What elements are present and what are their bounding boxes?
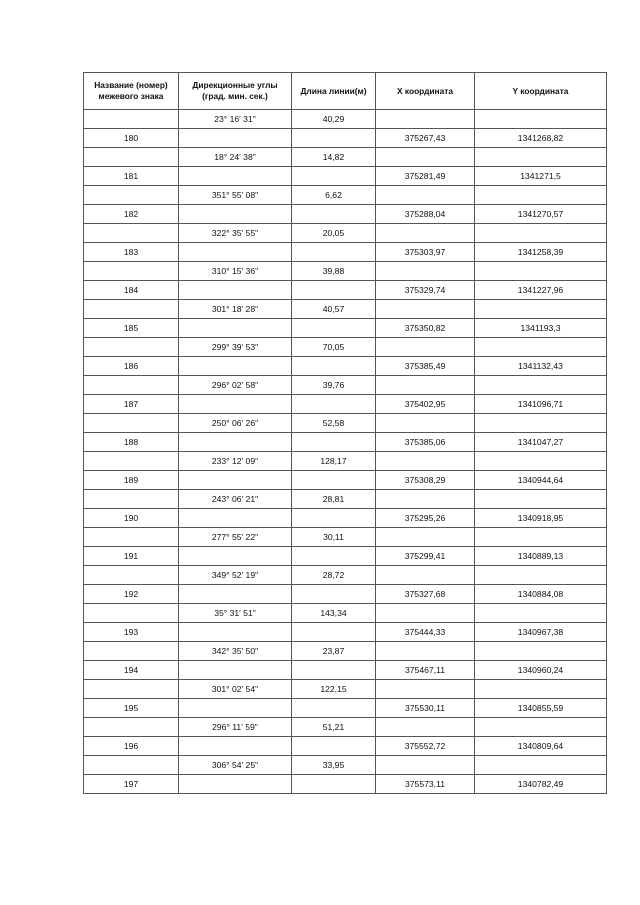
point-angle-cell <box>179 395 292 414</box>
point-angle-cell <box>179 509 292 528</box>
y-coordinate-cell: 1340889,13 <box>475 547 607 566</box>
y-coordinate-cell: 1340782,49 <box>475 775 607 794</box>
point-row <box>84 319 607 338</box>
point-length-cell <box>292 281 376 300</box>
mark-name-cell: 181 <box>84 167 179 186</box>
header-mark-name-line1: Название (номер) <box>94 80 168 90</box>
y-coordinate-cell: 1341096,71 <box>475 395 607 414</box>
line-length-cell: 39,76 <box>292 376 376 395</box>
segment-x-cell <box>376 490 475 509</box>
segment-row <box>84 262 607 281</box>
point-angle-cell <box>179 433 292 452</box>
direction-angle-cell: 296° 11' 59" <box>179 718 292 737</box>
direction-angle-cell: 322° 35' 55" <box>179 224 292 243</box>
x-coordinate-cell: 375385,49 <box>376 357 475 376</box>
line-length-cell: 30,11 <box>292 528 376 547</box>
line-length-cell: 40,29 <box>292 110 376 129</box>
segment-row <box>84 604 607 623</box>
segment-y-cell <box>475 186 607 205</box>
x-coordinate-cell: 375267,43 <box>376 129 475 148</box>
segment-name-cell <box>84 224 179 243</box>
mark-name-cell: 187 <box>84 395 179 414</box>
line-length-cell: 20,05 <box>292 224 376 243</box>
x-coordinate-cell: 375329,74 <box>376 281 475 300</box>
mark-name-cell: 185 <box>84 319 179 338</box>
x-coordinate-cell: 375295,26 <box>376 509 475 528</box>
segment-x-cell <box>376 718 475 737</box>
segment-name-cell <box>84 718 179 737</box>
segment-x-cell <box>376 756 475 775</box>
direction-angle-cell: 349° 52' 19" <box>179 566 292 585</box>
segment-y-cell <box>475 338 607 357</box>
segment-name-cell <box>84 756 179 775</box>
x-coordinate-cell: 375281,49 <box>376 167 475 186</box>
segment-y-cell <box>475 566 607 585</box>
point-angle-cell <box>179 243 292 262</box>
point-length-cell <box>292 699 376 718</box>
table-body <box>84 110 607 794</box>
point-row <box>84 281 607 300</box>
point-length-cell <box>292 205 376 224</box>
mark-name-cell: 189 <box>84 471 179 490</box>
boundary-coordinates-table <box>83 72 607 794</box>
y-coordinate-cell: 1340918,95 <box>475 509 607 528</box>
point-angle-cell <box>179 547 292 566</box>
table-header <box>84 73 607 110</box>
direction-angle-cell: 296° 02' 58" <box>179 376 292 395</box>
line-length-cell: 143,34 <box>292 604 376 623</box>
segment-y-cell <box>475 680 607 699</box>
segment-row <box>84 642 607 661</box>
header-row <box>84 73 607 110</box>
segment-name-cell <box>84 186 179 205</box>
line-length-cell: 122,15 <box>292 680 376 699</box>
mark-name-cell: 184 <box>84 281 179 300</box>
mark-name-cell: 190 <box>84 509 179 528</box>
point-row <box>84 205 607 224</box>
segment-x-cell <box>376 604 475 623</box>
x-coordinate-cell: 375299,41 <box>376 547 475 566</box>
header-angle-line2: (град. мин. сек.) <box>202 91 268 101</box>
segment-name-cell <box>84 490 179 509</box>
y-coordinate-cell: 1341193,3 <box>475 319 607 338</box>
segment-x-cell <box>376 452 475 471</box>
segment-y-cell <box>475 642 607 661</box>
line-length-cell: 23,87 <box>292 642 376 661</box>
segment-name-cell <box>84 642 179 661</box>
mark-name-cell: 186 <box>84 357 179 376</box>
point-length-cell <box>292 737 376 756</box>
point-length-cell <box>292 433 376 452</box>
point-row <box>84 357 607 376</box>
line-length-cell: 51,21 <box>292 718 376 737</box>
segment-name-cell <box>84 414 179 433</box>
header-line-length: Длина линии(м) <box>292 73 376 110</box>
direction-angle-cell: 342° 35' 50" <box>179 642 292 661</box>
segment-row <box>84 756 607 775</box>
direction-angle-cell: 299° 39' 53" <box>179 338 292 357</box>
segment-row <box>84 566 607 585</box>
point-length-cell <box>292 319 376 338</box>
point-length-cell <box>292 243 376 262</box>
mark-name-cell: 194 <box>84 661 179 680</box>
x-coordinate-cell: 375385,06 <box>376 433 475 452</box>
point-angle-cell <box>179 471 292 490</box>
point-row <box>84 433 607 452</box>
mark-name-cell: 183 <box>84 243 179 262</box>
direction-angle-cell: 301° 18' 28" <box>179 300 292 319</box>
segment-row <box>84 528 607 547</box>
y-coordinate-cell: 1341047,27 <box>475 433 607 452</box>
segment-y-cell <box>475 528 607 547</box>
segment-name-cell <box>84 300 179 319</box>
mark-name-cell: 180 <box>84 129 179 148</box>
direction-angle-cell: 351° 55' 08" <box>179 186 292 205</box>
point-row <box>84 737 607 756</box>
point-length-cell <box>292 623 376 642</box>
point-length-cell <box>292 471 376 490</box>
point-row <box>84 243 607 262</box>
segment-x-cell <box>376 642 475 661</box>
segment-row <box>84 186 607 205</box>
mark-name-cell: 195 <box>84 699 179 718</box>
segment-row <box>84 376 607 395</box>
y-coordinate-cell: 1340855,59 <box>475 699 607 718</box>
direction-angle-cell: 18° 24' 38" <box>179 148 292 167</box>
x-coordinate-cell: 375573,11 <box>376 775 475 794</box>
header-direction-angle <box>179 73 292 110</box>
mark-name-cell: 192 <box>84 585 179 604</box>
segment-name-cell <box>84 148 179 167</box>
segment-name-cell <box>84 680 179 699</box>
y-coordinate-cell: 1341268,82 <box>475 129 607 148</box>
point-angle-cell <box>179 699 292 718</box>
segment-row <box>84 110 607 129</box>
segment-x-cell <box>376 110 475 129</box>
mark-name-cell: 188 <box>84 433 179 452</box>
point-angle-cell <box>179 319 292 338</box>
y-coordinate-cell: 1341132,43 <box>475 357 607 376</box>
segment-row <box>84 300 607 319</box>
point-length-cell <box>292 395 376 414</box>
segment-row <box>84 490 607 509</box>
y-coordinate-cell: 1341258,39 <box>475 243 607 262</box>
mark-name-cell: 182 <box>84 205 179 224</box>
point-row <box>84 395 607 414</box>
x-coordinate-cell: 375327,68 <box>376 585 475 604</box>
mark-name-cell: 197 <box>84 775 179 794</box>
segment-x-cell <box>376 376 475 395</box>
header-mark-name <box>84 73 179 110</box>
mark-name-cell: 196 <box>84 737 179 756</box>
line-length-cell: 14,82 <box>292 148 376 167</box>
mark-name-cell: 193 <box>84 623 179 642</box>
segment-name-cell <box>84 604 179 623</box>
segment-name-cell <box>84 262 179 281</box>
point-row <box>84 661 607 680</box>
segment-y-cell <box>475 224 607 243</box>
point-length-cell <box>292 509 376 528</box>
point-angle-cell <box>179 357 292 376</box>
y-coordinate-cell: 1341227,96 <box>475 281 607 300</box>
header-y-coordinate: Y координата <box>475 73 607 110</box>
direction-angle-cell: 277° 55' 22" <box>179 528 292 547</box>
y-coordinate-cell: 1341271,5 <box>475 167 607 186</box>
y-coordinate-cell: 1340967,38 <box>475 623 607 642</box>
y-coordinate-cell: 1340944,64 <box>475 471 607 490</box>
y-coordinate-cell: 1340960,24 <box>475 661 607 680</box>
point-length-cell <box>292 661 376 680</box>
x-coordinate-cell: 375530,11 <box>376 699 475 718</box>
point-row <box>84 167 607 186</box>
header-angle-line1: Дирекционные углы <box>192 80 278 90</box>
segment-name-cell <box>84 566 179 585</box>
segment-y-cell <box>475 756 607 775</box>
x-coordinate-cell: 375402,95 <box>376 395 475 414</box>
segment-y-cell <box>475 490 607 509</box>
point-angle-cell <box>179 205 292 224</box>
segment-y-cell <box>475 262 607 281</box>
segment-y-cell <box>475 300 607 319</box>
segment-y-cell <box>475 376 607 395</box>
direction-angle-cell: 233° 12' 09" <box>179 452 292 471</box>
direction-angle-cell: 306° 54' 25" <box>179 756 292 775</box>
segment-row <box>84 224 607 243</box>
y-coordinate-cell: 1341270,57 <box>475 205 607 224</box>
segment-x-cell <box>376 186 475 205</box>
segment-x-cell <box>376 414 475 433</box>
segment-x-cell <box>376 148 475 167</box>
segment-x-cell <box>376 224 475 243</box>
segment-y-cell <box>475 452 607 471</box>
point-length-cell <box>292 585 376 604</box>
point-row <box>84 471 607 490</box>
segment-x-cell <box>376 338 475 357</box>
segment-name-cell <box>84 110 179 129</box>
direction-angle-cell: 250° 06' 26" <box>179 414 292 433</box>
segment-y-cell <box>475 110 607 129</box>
point-row <box>84 775 607 794</box>
x-coordinate-cell: 375308,29 <box>376 471 475 490</box>
line-length-cell: 52,58 <box>292 414 376 433</box>
point-angle-cell <box>179 661 292 680</box>
line-length-cell: 128,17 <box>292 452 376 471</box>
point-length-cell <box>292 357 376 376</box>
segment-y-cell <box>475 414 607 433</box>
point-row <box>84 547 607 566</box>
segment-y-cell <box>475 718 607 737</box>
segment-name-cell <box>84 376 179 395</box>
x-coordinate-cell: 375303,97 <box>376 243 475 262</box>
point-length-cell <box>292 547 376 566</box>
line-length-cell: 6,62 <box>292 186 376 205</box>
line-length-cell: 33,95 <box>292 756 376 775</box>
x-coordinate-cell: 375552,72 <box>376 737 475 756</box>
segment-name-cell <box>84 528 179 547</box>
header-x-coordinate: X координата <box>376 73 475 110</box>
point-angle-cell <box>179 623 292 642</box>
segment-x-cell <box>376 528 475 547</box>
y-coordinate-cell: 1340884,08 <box>475 585 607 604</box>
segment-name-cell <box>84 452 179 471</box>
point-angle-cell <box>179 281 292 300</box>
line-length-cell: 40,57 <box>292 300 376 319</box>
segment-row <box>84 452 607 471</box>
mark-name-cell: 191 <box>84 547 179 566</box>
line-length-cell: 39,88 <box>292 262 376 281</box>
segment-x-cell <box>376 566 475 585</box>
header-mark-name-line2: межевого знака <box>98 91 164 101</box>
point-row <box>84 699 607 718</box>
point-angle-cell <box>179 129 292 148</box>
segment-row <box>84 148 607 167</box>
x-coordinate-cell: 375350,82 <box>376 319 475 338</box>
segment-y-cell <box>475 604 607 623</box>
segment-y-cell <box>475 148 607 167</box>
line-length-cell: 28,81 <box>292 490 376 509</box>
direction-angle-cell: 243° 06' 21" <box>179 490 292 509</box>
point-length-cell <box>292 775 376 794</box>
line-length-cell: 70,05 <box>292 338 376 357</box>
point-angle-cell <box>179 775 292 794</box>
point-row <box>84 129 607 148</box>
segment-x-cell <box>376 300 475 319</box>
segment-x-cell <box>376 680 475 699</box>
point-row <box>84 509 607 528</box>
segment-row <box>84 414 607 433</box>
point-length-cell <box>292 167 376 186</box>
point-row <box>84 623 607 642</box>
direction-angle-cell: 301° 02' 54" <box>179 680 292 699</box>
point-angle-cell <box>179 585 292 604</box>
segment-x-cell <box>376 262 475 281</box>
point-angle-cell <box>179 737 292 756</box>
segment-row <box>84 680 607 699</box>
segment-name-cell <box>84 338 179 357</box>
point-row <box>84 585 607 604</box>
y-coordinate-cell: 1340809,64 <box>475 737 607 756</box>
direction-angle-cell: 23° 16' 31" <box>179 110 292 129</box>
direction-angle-cell: 310° 15' 36" <box>179 262 292 281</box>
segment-row <box>84 718 607 737</box>
direction-angle-cell: 35° 31' 51" <box>179 604 292 623</box>
point-length-cell <box>292 129 376 148</box>
point-angle-cell <box>179 167 292 186</box>
x-coordinate-cell: 375288,04 <box>376 205 475 224</box>
line-length-cell: 28,72 <box>292 566 376 585</box>
x-coordinate-cell: 375467,11 <box>376 661 475 680</box>
segment-row <box>84 338 607 357</box>
x-coordinate-cell: 375444,33 <box>376 623 475 642</box>
